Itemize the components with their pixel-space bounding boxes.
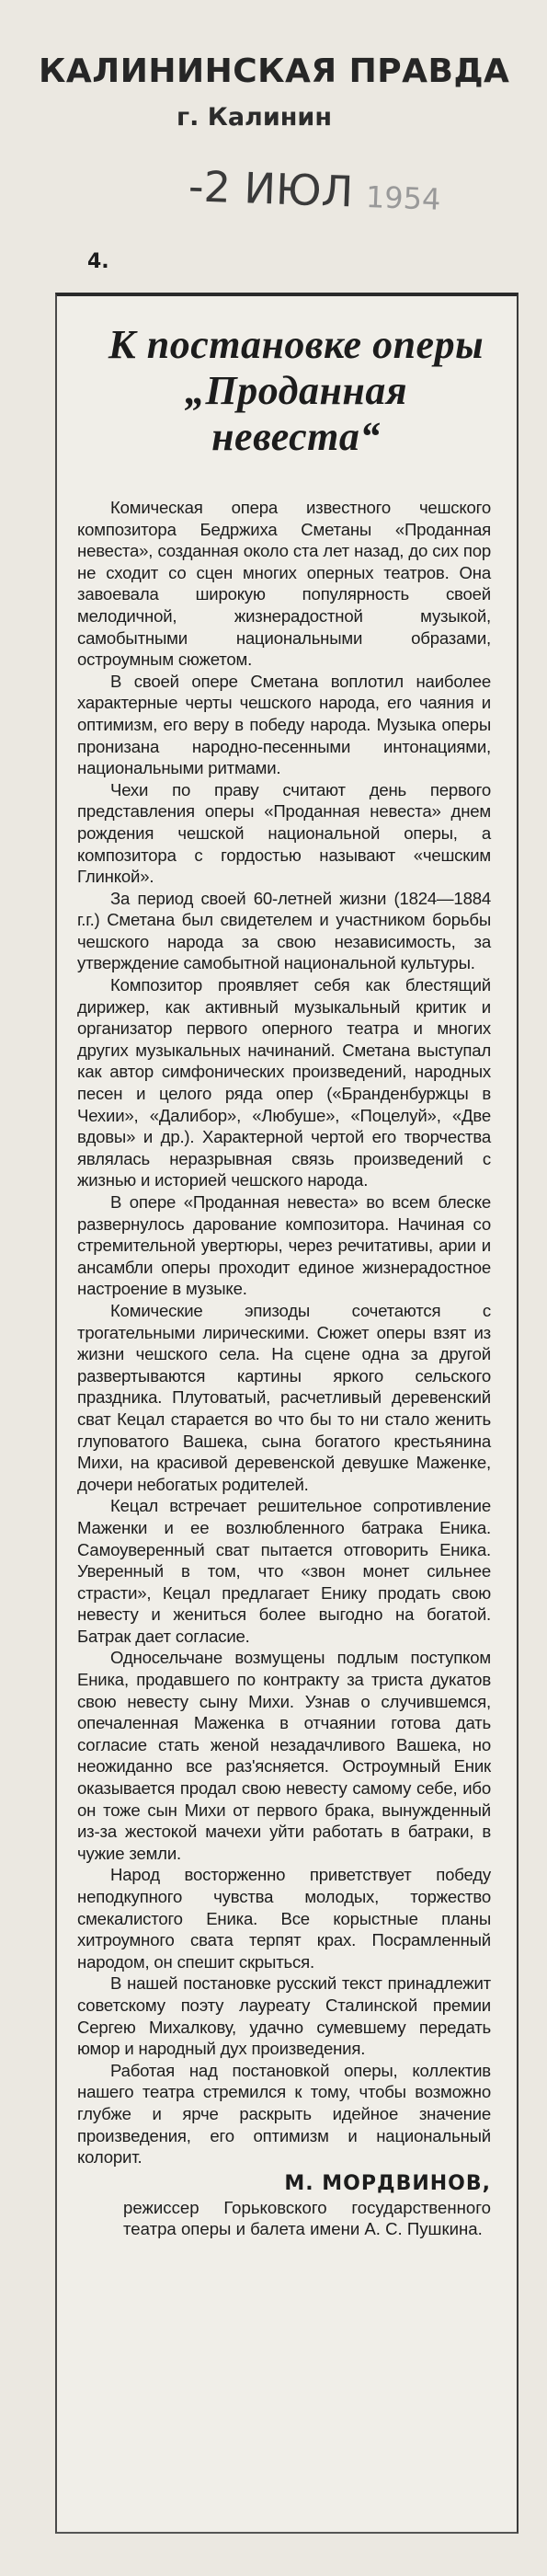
article-paragraph: Работая над постановкой оперы, коллектив нашего театра стремился к тому, чтобы возможно глубже и ярче раскрыть идейное значение произведения, его оптимизм и национальный колорит. <box>77 2060 491 2168</box>
headline-line: „Проданная <box>185 368 407 413</box>
headline-line: К постановке оперы <box>108 322 484 367</box>
article-paragraph: Народ восторженно приветствует победу неподкупного чувства молодых, торжество смекалистого Еника. Все корыстные планы хитроумного свата терпят крах. Посрамленный народом, он спешит скрыться. <box>77 1865 491 1972</box>
article-paragraph: Чехи по праву считают день первого представления оперы «Проданная невеста» днем рождения чешской национальной оперы, а композитора с гордостью называют «чешским Глинкой». <box>77 779 491 887</box>
author-role: режиссер Горьковского государственного театра оперы и балета имени А. С. Пушкина. <box>123 2197 491 2239</box>
masthead <box>39 53 517 132</box>
article-paragraph: В своей опере Сметана воплотил наиболее характерные черты чешского народа, его чаяния и оптимизм, его веру в победу народа. Музыка оперы пронизана народно-песенными интонациями, национальными ритмами. <box>77 671 491 778</box>
article-paragraph: Композитор проявляет себя как блестящий дирижер, как активный музыкальный критик и организатор первого оперного театра и многих других музыкальных начинаний. Сметана выступал как автор симфонических произведений, народных песен и целого ряда опер («Бранденбуржцы в Чехии», «Далибор», «Любуше», «Поцелуй», «Две вдовы» и др.). Характерной чертой его творчества являлась неразрывная связь произведений с жизнью и историей чешского народа. <box>77 975 491 1190</box>
date-stamp-day: -2 ИЮЛ <box>188 161 355 217</box>
article-paragraph: За период своей 60-летней жизни (1824—1884 г.г.) Сметана был свидетелем и участником борьбы чешского народа за свою независимость, за утверждение самобытной национальной культуры. <box>77 888 491 973</box>
article-paragraph: Комическая опера известного чешского композитора Бедржиха Сметаны «Проданная невеста», созданная около ста лет назад, до сих пор не сходит со сцен многих оперных театров. Она завоевала широкую популярность своей мелодичной, жизнерадостной музыкой, самобытными национальными образами, остроумным сюжетом. <box>77 498 491 670</box>
headline-line: невеста“ <box>211 414 381 459</box>
article-body <box>77 497 491 2240</box>
article-clipping <box>55 293 519 2534</box>
article-paragraph: В нашей постановке русский текст принадлежит советскому поэту лауреату Сталинской премии Сергею Михалкову, удачно сумевшему передать юмор и народный дух произведения. <box>77 1973 491 2059</box>
article-paragraph: Односельчане возмущены подлым поступком Еника, продавшего по контракту за триста дукатов свою невесту сыну Михи. Узнав о случившемся, опечаленная Маженка в отчаянии готова дать согласие стать женой незадачливого Вашека, но неожиданно все раз'ясняется. Остроумный Еник оказывается продал свою невесту самому себе, ибо он тоже сын Михи от первого брака, вынужденный из-за жестокой мачехи уйти работать в батраки, в чужие земли. <box>77 1648 491 1863</box>
newspaper-name: КАЛИНИНСКАЯ ПРАВДА <box>39 52 510 90</box>
city-line: г. Калинин <box>177 103 332 132</box>
article-paragraph: В опере «Проданная невеста» во всем блеске развернулось дарование композитора. Начиная со стремительной увертюры, через речитативы, арии и ансамбли оперы проходит единое жизнерадостное настроение в музыке. <box>77 1192 491 1299</box>
date-stamp <box>188 161 441 220</box>
article-headline <box>94 322 498 460</box>
article-paragraph: Комические эпизоды сочетаются с трогательными лирическими. Сюжет оперы взят из жизни чешского села. На сцене одна за другой развертываются картины яркого сельского праздника. Плутоватый, расчетливый деревенский сват Кецал старается во что бы то ни стало женить глуповатого Вашека, сына богатого крестьянина Михи, на красивой деревенской девушке Маженке, дочери небогатых родителей. <box>77 1300 491 1494</box>
page-number: 4. <box>87 250 109 273</box>
date-stamp-year: 1954 <box>365 178 441 217</box>
author-signature: М. МОРДВИНОВ, <box>284 2171 491 2195</box>
article-paragraph: Кецал встречает решительное сопротивление Маженки и ее возлюбленного батрака Еника. Самоуверенный сват пытается отговорить Еника. Уверенный в том, что «звон монет сильнее страсти», Кецал предлагает Енику продать свою невесту и жениться более выгодно на богатой. Батрак дает согласие. <box>77 1496 491 1646</box>
